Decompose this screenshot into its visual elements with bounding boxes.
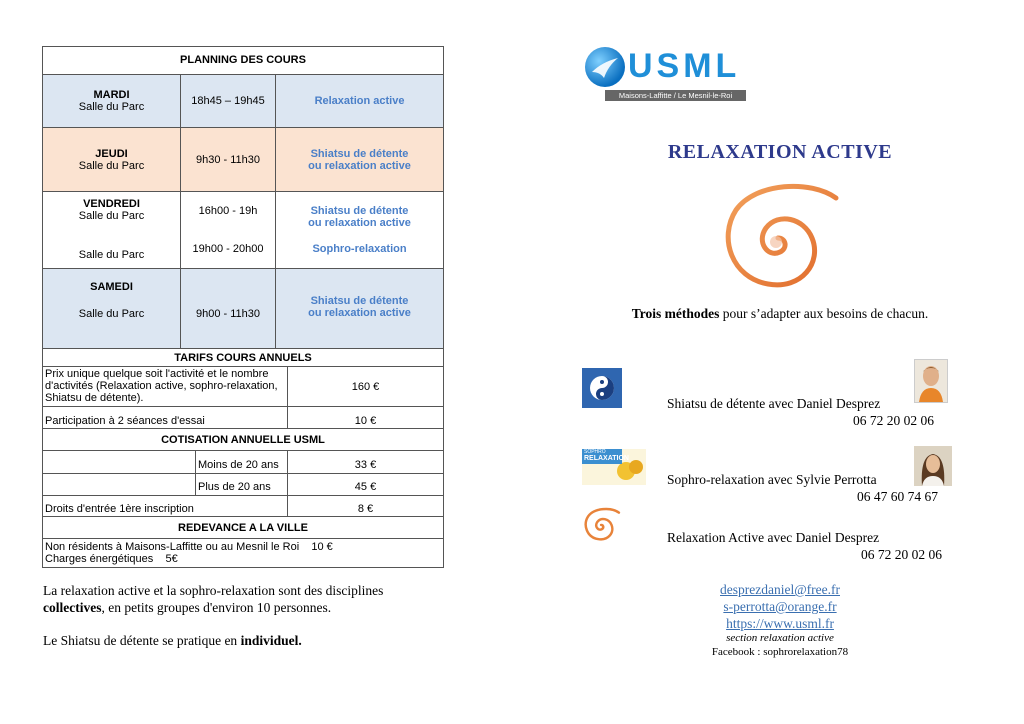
paragraph-collectives: La relaxation active et la sophro-relaxation sont des disciplines collectives, en petits groupes d'environ 10 personnes. [43, 583, 384, 615]
avatar-sylvie [914, 446, 952, 486]
tarif-value: 33 € [287, 451, 443, 473]
redevance-row [43, 539, 443, 567]
activity-label: Sophro-relaxation [312, 243, 407, 255]
spiral-icon [716, 180, 846, 290]
activity-label: ou relaxation active [308, 159, 411, 172]
method-label: Shiatsu de détente avec Daniel Desprez [667, 396, 881, 411]
method-phone: 06 72 20 02 06 [861, 547, 942, 562]
paragraph-individuel: Le Shiatsu de détente se pratique en individuel. [43, 633, 302, 648]
activity-label: Shiatsu de détente [310, 147, 409, 160]
activity-label: Relaxation active [314, 95, 405, 107]
contacts [640, 581, 920, 659]
planning-row-mardi [43, 75, 443, 128]
planning-table [42, 46, 444, 349]
tarif-value: 45 € [287, 474, 443, 495]
globe-icon [584, 46, 626, 88]
page-title: RELAXATION ACTIVE [667, 141, 893, 163]
tarif-value: 10 € [311, 541, 333, 553]
logo-text: USML [628, 47, 741, 85]
place-label: Salle du Parc [78, 249, 145, 261]
tarif-label: Participation à 2 séances d'essai [45, 415, 205, 427]
sophro-thumb-line2: RELAXATION [584, 455, 629, 462]
time-label: 16h00 - 19h [198, 205, 258, 217]
tarif-row-essai [43, 407, 443, 429]
method-phone: 06 72 20 02 06 [853, 413, 934, 428]
time-label: 9h00 - 11h30 [195, 308, 261, 320]
yin-yang-thumbnail [582, 368, 622, 408]
section-label: section relaxation active [726, 632, 834, 644]
activity-label: Shiatsu de détente [310, 205, 409, 217]
email-link-sylvie[interactable]: s-perrotta@orange.fr [723, 599, 837, 614]
day-label: MARDI [93, 89, 130, 101]
usml-logo [584, 44, 749, 104]
tarif-label: Shiatsu de détente). [45, 392, 144, 404]
tarif-value: 5€ [165, 553, 178, 565]
person-photo-icon [914, 446, 952, 486]
planning-title: PLANNING DES COURS [43, 47, 443, 75]
day-label: SAMEDI [90, 281, 133, 293]
activity-label: Shiatsu de détente [310, 295, 409, 307]
tarif-label: Droits d'entrée 1ère inscription [45, 503, 194, 515]
tarif-row-prix [43, 367, 443, 407]
planning-row-samedi [43, 269, 443, 348]
place-label: Salle du Parc [78, 308, 145, 320]
facebook-label: Facebook : sophrorelaxation78 [711, 646, 849, 658]
redevance-title: REDEVANCE A LA VILLE [43, 517, 443, 539]
tarifs-title: TARIFS COURS ANNUELS [43, 345, 443, 367]
place-label: Salle du Parc [78, 210, 145, 222]
activity-label: ou relaxation active [308, 217, 411, 229]
planning-row-vendredi [43, 192, 443, 269]
method-phone: 06 47 60 74 67 [857, 489, 938, 504]
tarifs-table [42, 345, 444, 568]
time-label: 9h30 - 11h30 [195, 153, 261, 166]
tarif-value: 160 € [287, 367, 443, 406]
activity-label: ou relaxation active [308, 307, 411, 319]
cotisation-row-plus [43, 474, 443, 496]
place-label: Salle du Parc [78, 159, 145, 172]
cotisation-title: COTISATION ANNUELLE USML [43, 429, 443, 451]
tarif-label: Charges énergétiques [45, 553, 154, 565]
tarif-label: Non résidents à Maisons-Laffitte ou au Mesnil le Roi [45, 541, 300, 553]
day-label: JEUDI [95, 147, 128, 160]
tarif-value: 10 € [287, 407, 443, 428]
email-link-daniel[interactable]: desprezdaniel@free.fr [720, 582, 840, 597]
tagline: Trois méthodes pour s’adapter aux besoins de chacun. [631, 306, 929, 321]
sophro-thumbnail [582, 449, 646, 485]
time-label: 19h00 - 20h00 [192, 243, 264, 255]
planning-row-jeudi [43, 128, 443, 192]
person-photo-icon [915, 360, 947, 402]
logo-subtitle: Maisons-Laffitte / Le Mesnil-le-Roi [605, 90, 746, 101]
website-link[interactable]: https://www.usml.fr [726, 616, 834, 631]
tarif-label: Moins de 20 ans [195, 451, 287, 473]
tarif-row-droits [43, 496, 443, 517]
tarif-label: d'activités (Relaxation active, sophro-relaxation, [45, 380, 278, 392]
sophro-thumb-line1: SOPHRO [584, 449, 606, 455]
time-label: 18h45 – 19h45 [191, 95, 265, 107]
method-label: Sophro-relaxation avec Sylvie Perrotta [667, 472, 877, 487]
avatar-daniel [914, 359, 948, 403]
tarif-label: Plus de 20 ans [195, 474, 287, 495]
small-spiral-icon [582, 506, 622, 542]
cotisation-row-moins [43, 451, 443, 474]
tarif-value: 8 € [287, 496, 443, 516]
yin-yang-icon [582, 368, 622, 408]
day-label: VENDREDI [83, 198, 140, 210]
tarif-label: Prix unique quelque soit l'activité et le nombre [45, 368, 269, 380]
place-label: Salle du Parc [78, 101, 145, 113]
method-label: Relaxation Active avec Daniel Desprez [667, 530, 880, 545]
